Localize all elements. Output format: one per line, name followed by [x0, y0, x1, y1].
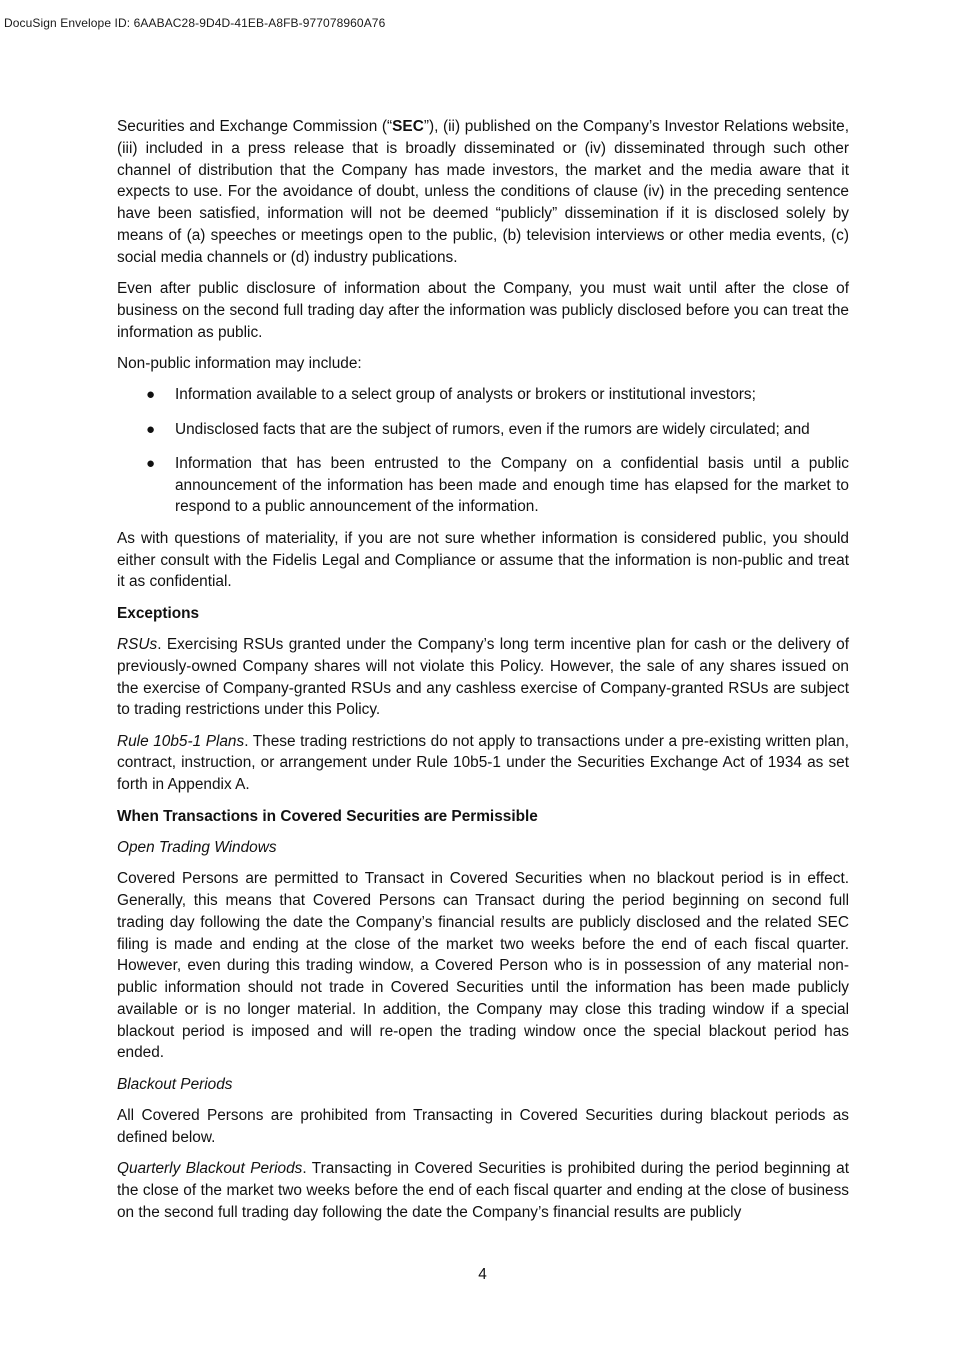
section-heading-permissible: When Transactions in Covered Securities are Permissible: [117, 807, 538, 825]
nonpublic-info-list: [117, 384, 849, 518]
list-item: ● Undisclosed facts that are the subject of rumors, even if the rumors are widely circulated; and: [117, 419, 849, 441]
bullet-icon: ●: [146, 386, 156, 404]
paragraph-materiality: As with questions of materiality, if you are not sure whether information is considered public, you should either consult with the Fidelis Legal and Compliance or assume that the information is non-public and treat it as confidential.: [117, 529, 849, 591]
paragraph-open-trading-windows: Covered Persons are permitted to Transact in Covered Securities when no blackout period is in effect. Generally, this means that Covered Persons can Transact during the period beginning on second full trading day following the date the Company’s financial results are publicly disclosed and the related SEC filing is made and ending at the close of the market two weeks before the end of each fiscal quarter. However, even during this trading window, a Covered Person who is in possession of any material non-public information should not trade in Covered Securities until the information has been made publicly available or is no longer material. In addition, the Company may close this trading window if a special blackout period is imposed and will re-open the trading window once the special blackout period has ended.: [117, 870, 849, 1062]
rule-10b5-1-label: Rule 10b5-1 Plans: [117, 732, 245, 750]
paragraph-rule-10b5-1: Rule 10b5-1 Plans. These trading restrictions do not apply to transactions under a pre-existing written plan, contract, instruction, or arrangement under Rule 10b5-1 under the Securities Exchange Act of 1934 as set forth in Appendix A.: [117, 732, 849, 794]
bullet-icon: ●: [146, 454, 156, 472]
sec-defined-term: SEC: [392, 118, 424, 135]
quarterly-blackout-label: Quarterly Blackout Periods: [117, 1160, 303, 1178]
subheading-open-trading-windows: Open Trading Windows: [117, 838, 277, 856]
subheading-blackout-periods: Blackout Periods: [117, 1075, 233, 1093]
paragraph-quarterly-blackout: Quarterly Blackout Periods. Transacting in Covered Securities is prohibited during the period beginning at the close of the market two weeks before the end of each fiscal quarter and ending at the close of business on the second full trading day following the date the Company’s financial results are publicly: [117, 1160, 849, 1221]
list-item: ● Information that has been entrusted to the Company on a confidential basis until a public announcement of the information has been made and enough time has elapsed for the market to respond to a public announcement of the information.: [146, 454, 849, 516]
paragraph-public-dissemination: Securities and Exchange Commission (“SEC”), (ii) published on the Company’s Investor Relations website, (iii) included in a press release that is broadly disseminated or (iv) disseminated through such other channel of distribution that the Company has made investors, the market and the media aware that it expects to use. For the avoidance of doubt, unless the conditions of clause (iv) in the preceding sentence have been satisfied, information will not be deemed “publicly” dissemination if it is disclosed solely by means of (a) speeches or meetings open to the public, (b) television interviews or other media events, (c) social media channels or (d) industry publications.: [117, 118, 849, 266]
rsus-label: RSUs: [117, 635, 158, 653]
paragraph-wait-after-disclosure: Even after public disclosure of information about the Company, you must wait until after the close of business on the second full trading day after the information was publicly disclosed before you can treat the information as public.: [117, 280, 849, 341]
paragraph-blackout-periods: All Covered Persons are prohibited from Transacting in Covered Securities during blackout periods as defined below.: [117, 1107, 849, 1146]
list-item: ● Information available to a select group of analysts or brokers or institutional investors;: [117, 384, 849, 406]
paragraph-rsus: RSUs. Exercising RSUs granted under the Company’s long term incentive plan for cash or the delivery of previously-owned Company shares will not violate this Policy. However, the sale of any shares issued on the exercise of Company-granted RSUs and any cashless exercise of Company-granted RSUs are subject to trading restrictions under this Policy.: [117, 635, 849, 719]
docusign-envelope-id: DocuSign Envelope ID: 6AABAC28-9D4D-41EB-A8FB-977078960A76: [4, 16, 386, 30]
bullet-icon: ●: [146, 420, 156, 438]
section-heading-exceptions: Exceptions: [117, 604, 200, 622]
page-number: 4: [478, 1266, 487, 1283]
paragraph-nonpublic-intro: Non-public information may include:: [117, 354, 362, 372]
document-body: [117, 116, 849, 1233]
